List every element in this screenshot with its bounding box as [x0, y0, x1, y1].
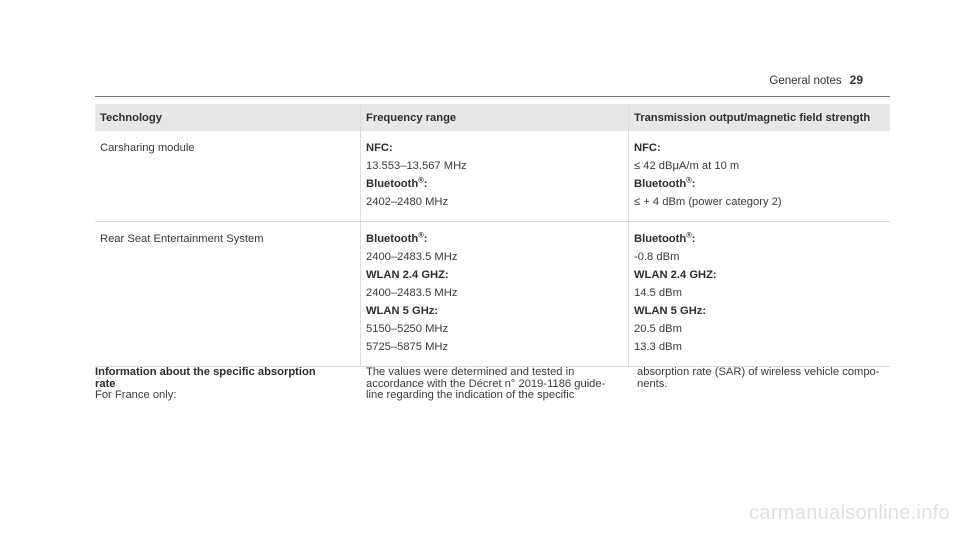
- cell-value: 14.5 dBm: [634, 287, 682, 299]
- text-line: The values were determined and tested in: [366, 366, 575, 378]
- cell-label: WLAN 2.4 GHZ:: [634, 269, 717, 281]
- running-header: [769, 73, 863, 87]
- sar-heading-cont: rate: [95, 377, 116, 390]
- column-header: Transmission output/magnetic field strength: [629, 104, 891, 131]
- cell-label: Bluetooth®:: [366, 175, 428, 190]
- header-rule: [95, 96, 890, 97]
- sar-intro: For France only:: [95, 389, 177, 402]
- cell-value: ≤ 42 dBμA/m at 10 m: [634, 160, 740, 172]
- cell-label: Bluetooth®:: [634, 175, 696, 190]
- frequency-cell: [361, 131, 629, 222]
- cell-value: 13.553–13.567 MHz: [366, 160, 467, 172]
- table-row: [95, 131, 890, 222]
- cell-label: Bluetooth®:: [366, 230, 428, 245]
- column-header: Frequency range: [361, 104, 629, 131]
- text-line: line regarding the indication of the specific: [366, 389, 575, 402]
- technology-cell: Carsharing module: [95, 131, 361, 222]
- cell-value: 5150–5250 MHz: [366, 323, 449, 335]
- sar-heading-block: [95, 367, 345, 402]
- cell-value: 2400–2483.5 MHz: [366, 251, 458, 263]
- cell-value: -0.8 dBm: [634, 251, 680, 263]
- output-cell: [629, 131, 891, 222]
- text-line: accordance with the Décret n° 2019-1186 guide-: [366, 377, 606, 390]
- cell-label: WLAN 5 GHz:: [366, 305, 439, 317]
- cell-value: 2400–2483.5 MHz: [366, 287, 458, 299]
- section-title: General notes: [769, 75, 842, 87]
- cell-value: 13.3 dBm: [634, 341, 682, 353]
- cell-value: 5725–5875 MHz: [366, 341, 449, 353]
- frequency-cell: [361, 222, 629, 367]
- cell-value: 20.5 dBm: [634, 323, 682, 335]
- sar-text-col2: [366, 367, 621, 402]
- technology-cell: Rear Seat Entertainment System: [95, 222, 361, 367]
- cell-label: NFC:: [366, 142, 393, 154]
- text-line: nents.: [637, 377, 668, 390]
- column-header: Technology: [95, 104, 361, 131]
- cell-label: WLAN 5 GHz:: [634, 305, 707, 317]
- spec-table: [95, 104, 890, 367]
- cell-label: Bluetooth®:: [634, 230, 696, 245]
- page-number: 29: [849, 73, 863, 87]
- table-header-row: [95, 104, 890, 131]
- cell-label: WLAN 2.4 GHZ:: [366, 269, 449, 281]
- cell-value: 2402–2480 MHz: [366, 196, 449, 208]
- output-cell: [629, 222, 891, 367]
- sar-text-col3: [637, 367, 892, 390]
- watermark: carmanualsonline.info: [749, 502, 950, 524]
- cell-label: NFC:: [634, 142, 661, 154]
- sar-heading: Information about the specific absorption: [95, 366, 316, 378]
- text-line: absorption rate (SAR) of wireless vehicle compo-: [637, 366, 880, 378]
- table-row: [95, 222, 890, 367]
- cell-value: ≤ + 4 dBm (power category 2): [634, 196, 782, 208]
